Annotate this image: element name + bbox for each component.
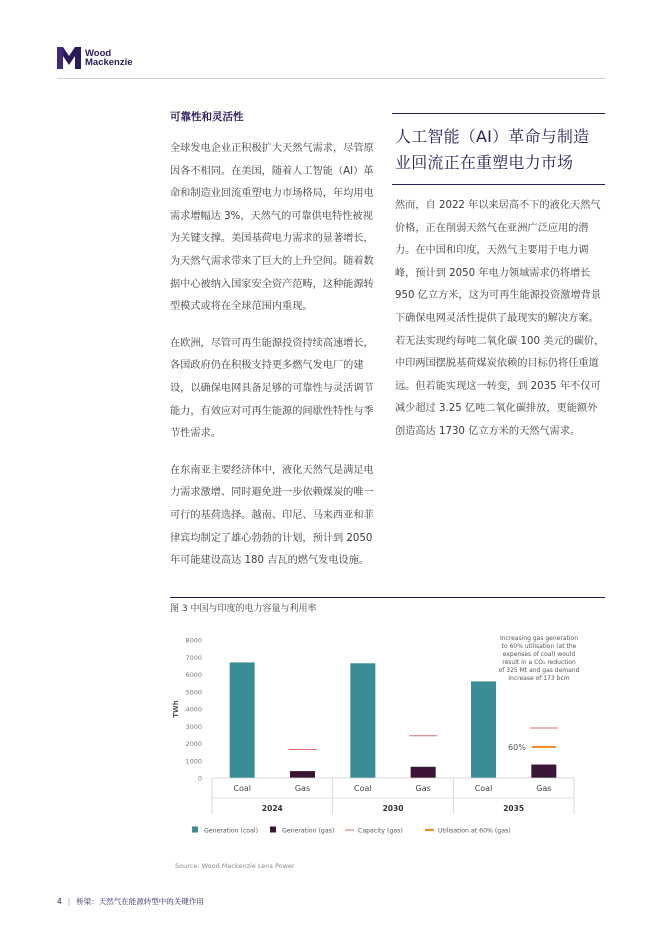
- legend-label: Utilisation at 60% (gas): [438, 827, 511, 835]
- pull-quote: 人工智能（AI）革命与制造业回流正在重塑电力市场: [395, 127, 590, 172]
- chart-legend: [192, 827, 511, 835]
- page-number: 4: [57, 897, 62, 906]
- y-tick-label: 6000: [185, 671, 202, 679]
- x-tick-label: Coal: [233, 784, 251, 793]
- legend-label: Generation (gas): [282, 827, 335, 835]
- brand-line1: Wood: [85, 48, 112, 59]
- brand-name: [85, 49, 133, 67]
- bar-gas-2035: [531, 765, 556, 778]
- annotation-text-line: Increasing gas generation: [499, 635, 579, 642]
- x-group-label: 2024: [261, 804, 283, 813]
- legend-label: Capacity (gas): [358, 827, 403, 835]
- y-tick-label: 2000: [185, 740, 202, 748]
- figure-caption: 图 3 中国与印度的电力容量与利用率: [170, 604, 317, 614]
- annotation-text-line: to 60% utilisation (at the: [501, 643, 577, 650]
- annotation-layer: [499, 635, 580, 752]
- power-capacity-chart: [170, 620, 605, 850]
- y-axis-label: TWh: [172, 700, 180, 718]
- x-axis: [212, 778, 574, 814]
- x-group-label: 2035: [503, 804, 525, 813]
- bar-coal-2024: [230, 662, 255, 778]
- legend-swatch: [270, 827, 276, 833]
- y-tick-label: 1000: [185, 757, 202, 766]
- x-tick-label: Gas: [415, 784, 431, 793]
- bar-gas-2030: [411, 767, 436, 778]
- bar-coal-2030: [350, 663, 375, 778]
- y-tick-label: 8000: [185, 636, 202, 645]
- legend-label: Generation (coal): [204, 827, 259, 835]
- y-tick-label: 3000: [185, 722, 202, 731]
- annotation-text-line: result in a CO₂ reduction: [502, 659, 576, 666]
- x-group-label: 2030: [382, 804, 404, 813]
- x-tick-label: Coal: [354, 784, 372, 793]
- brand-line2: Mackenzie: [85, 57, 133, 68]
- x-tick-label: Coal: [474, 784, 493, 793]
- x-tick-label: Gas: [294, 784, 311, 793]
- y-tick-label: 0: [197, 774, 202, 783]
- paragraph-us: 全球发电企业正积极扩大天然气需求，尽管原因各不相同。在美国，随着人工智能（AI）革命和制造业回流重塑电力市场格局，年均用电需求增幅达 3%，天然气的可靠供电特性被视为关键支撑。美国基荷电力需求的显著增长，为天然气需求带来了巨大的上升空间。随着数据中心被纳入国家安全资产范畴，这种能源转型模式或将在全球范围内重现。: [170, 143, 374, 313]
- section-heading: 可靠性和灵活性: [170, 111, 244, 123]
- right-column: [392, 113, 605, 444]
- page-footer: [57, 896, 204, 907]
- figure-source: Source: Wood Mackenzie Lens Power: [175, 862, 295, 870]
- x-tick-label: Gas: [536, 784, 552, 793]
- annotation-text-line: increase of 173 bcm: [508, 675, 570, 682]
- utilisation-annotation-label: 60%: [508, 742, 526, 752]
- y-tick-label: 7000: [185, 653, 202, 662]
- right-body-text: 然而，自 2022 年以来居高不下的液化天然气价格，正在削弱天然气在亚洲广泛应用的潜力。在中国和印度，天然气主要用于电力调峰，预计到 2050 年电力领域需求仍将增长 950 亿立方米，这为可再生能源投资激增背景下确保电网灵活性提供了最现实的解决方案。若无法实现约每吨二氧化碳 100 美元的碳价，中印两国摆脱基荷煤炭依赖的目标仍将任重道远。但若能实现这一转变，到 2035 年不仅可减少超过 3.25 亿吨二氧化碳排放，更能额外创造高达 1730 亿立方米的天然气需求。: [395, 200, 605, 437]
- footer-title: 桥梁：天然气在能源转型中的关键作用: [76, 897, 204, 906]
- footer-separator: |: [67, 897, 71, 906]
- bar-gas-2024: [290, 771, 315, 778]
- annotation-text-line: expenses of coal) would: [502, 651, 576, 658]
- paragraph-southeast-asia: 在东南亚主要经济体中，液化天然气是满足电力需求激增、同时避免进一步依赖煤炭的唯一可行的基荷选择。越南、印尼、马来西亚和菲律宾均制定了雄心勃勃的计划，预计到 2050 年可能建设高达 180 吉瓦的燃气发电设施。: [170, 464, 374, 567]
- left-column: [170, 110, 378, 587]
- wood-mackenzie-logo-icon: [57, 47, 81, 69]
- annotation-text-line: of 325 Mt and gas demand: [498, 667, 580, 674]
- bars-layer: [230, 662, 557, 778]
- brand-logo: [57, 47, 133, 69]
- pull-quote-bottom-rule: [392, 184, 605, 185]
- y-tick-label: 4000: [185, 705, 202, 714]
- header-divider: [57, 78, 605, 79]
- bar-coal-2035: [471, 681, 496, 778]
- paragraph-europe: 在欧洲，尽管可再生能源投资持续高速增长，各国政府仍在积极支持更多燃气发电厂的建设，以确保电网具备足够的可靠性与灵活调节能力，有效应对可再生能源的间歇性特性与季节性需求。: [170, 337, 374, 440]
- y-axis: [172, 637, 202, 783]
- figure-divider: [170, 597, 605, 598]
- legend-swatch: [192, 827, 198, 833]
- y-tick-label: 5000: [185, 688, 202, 697]
